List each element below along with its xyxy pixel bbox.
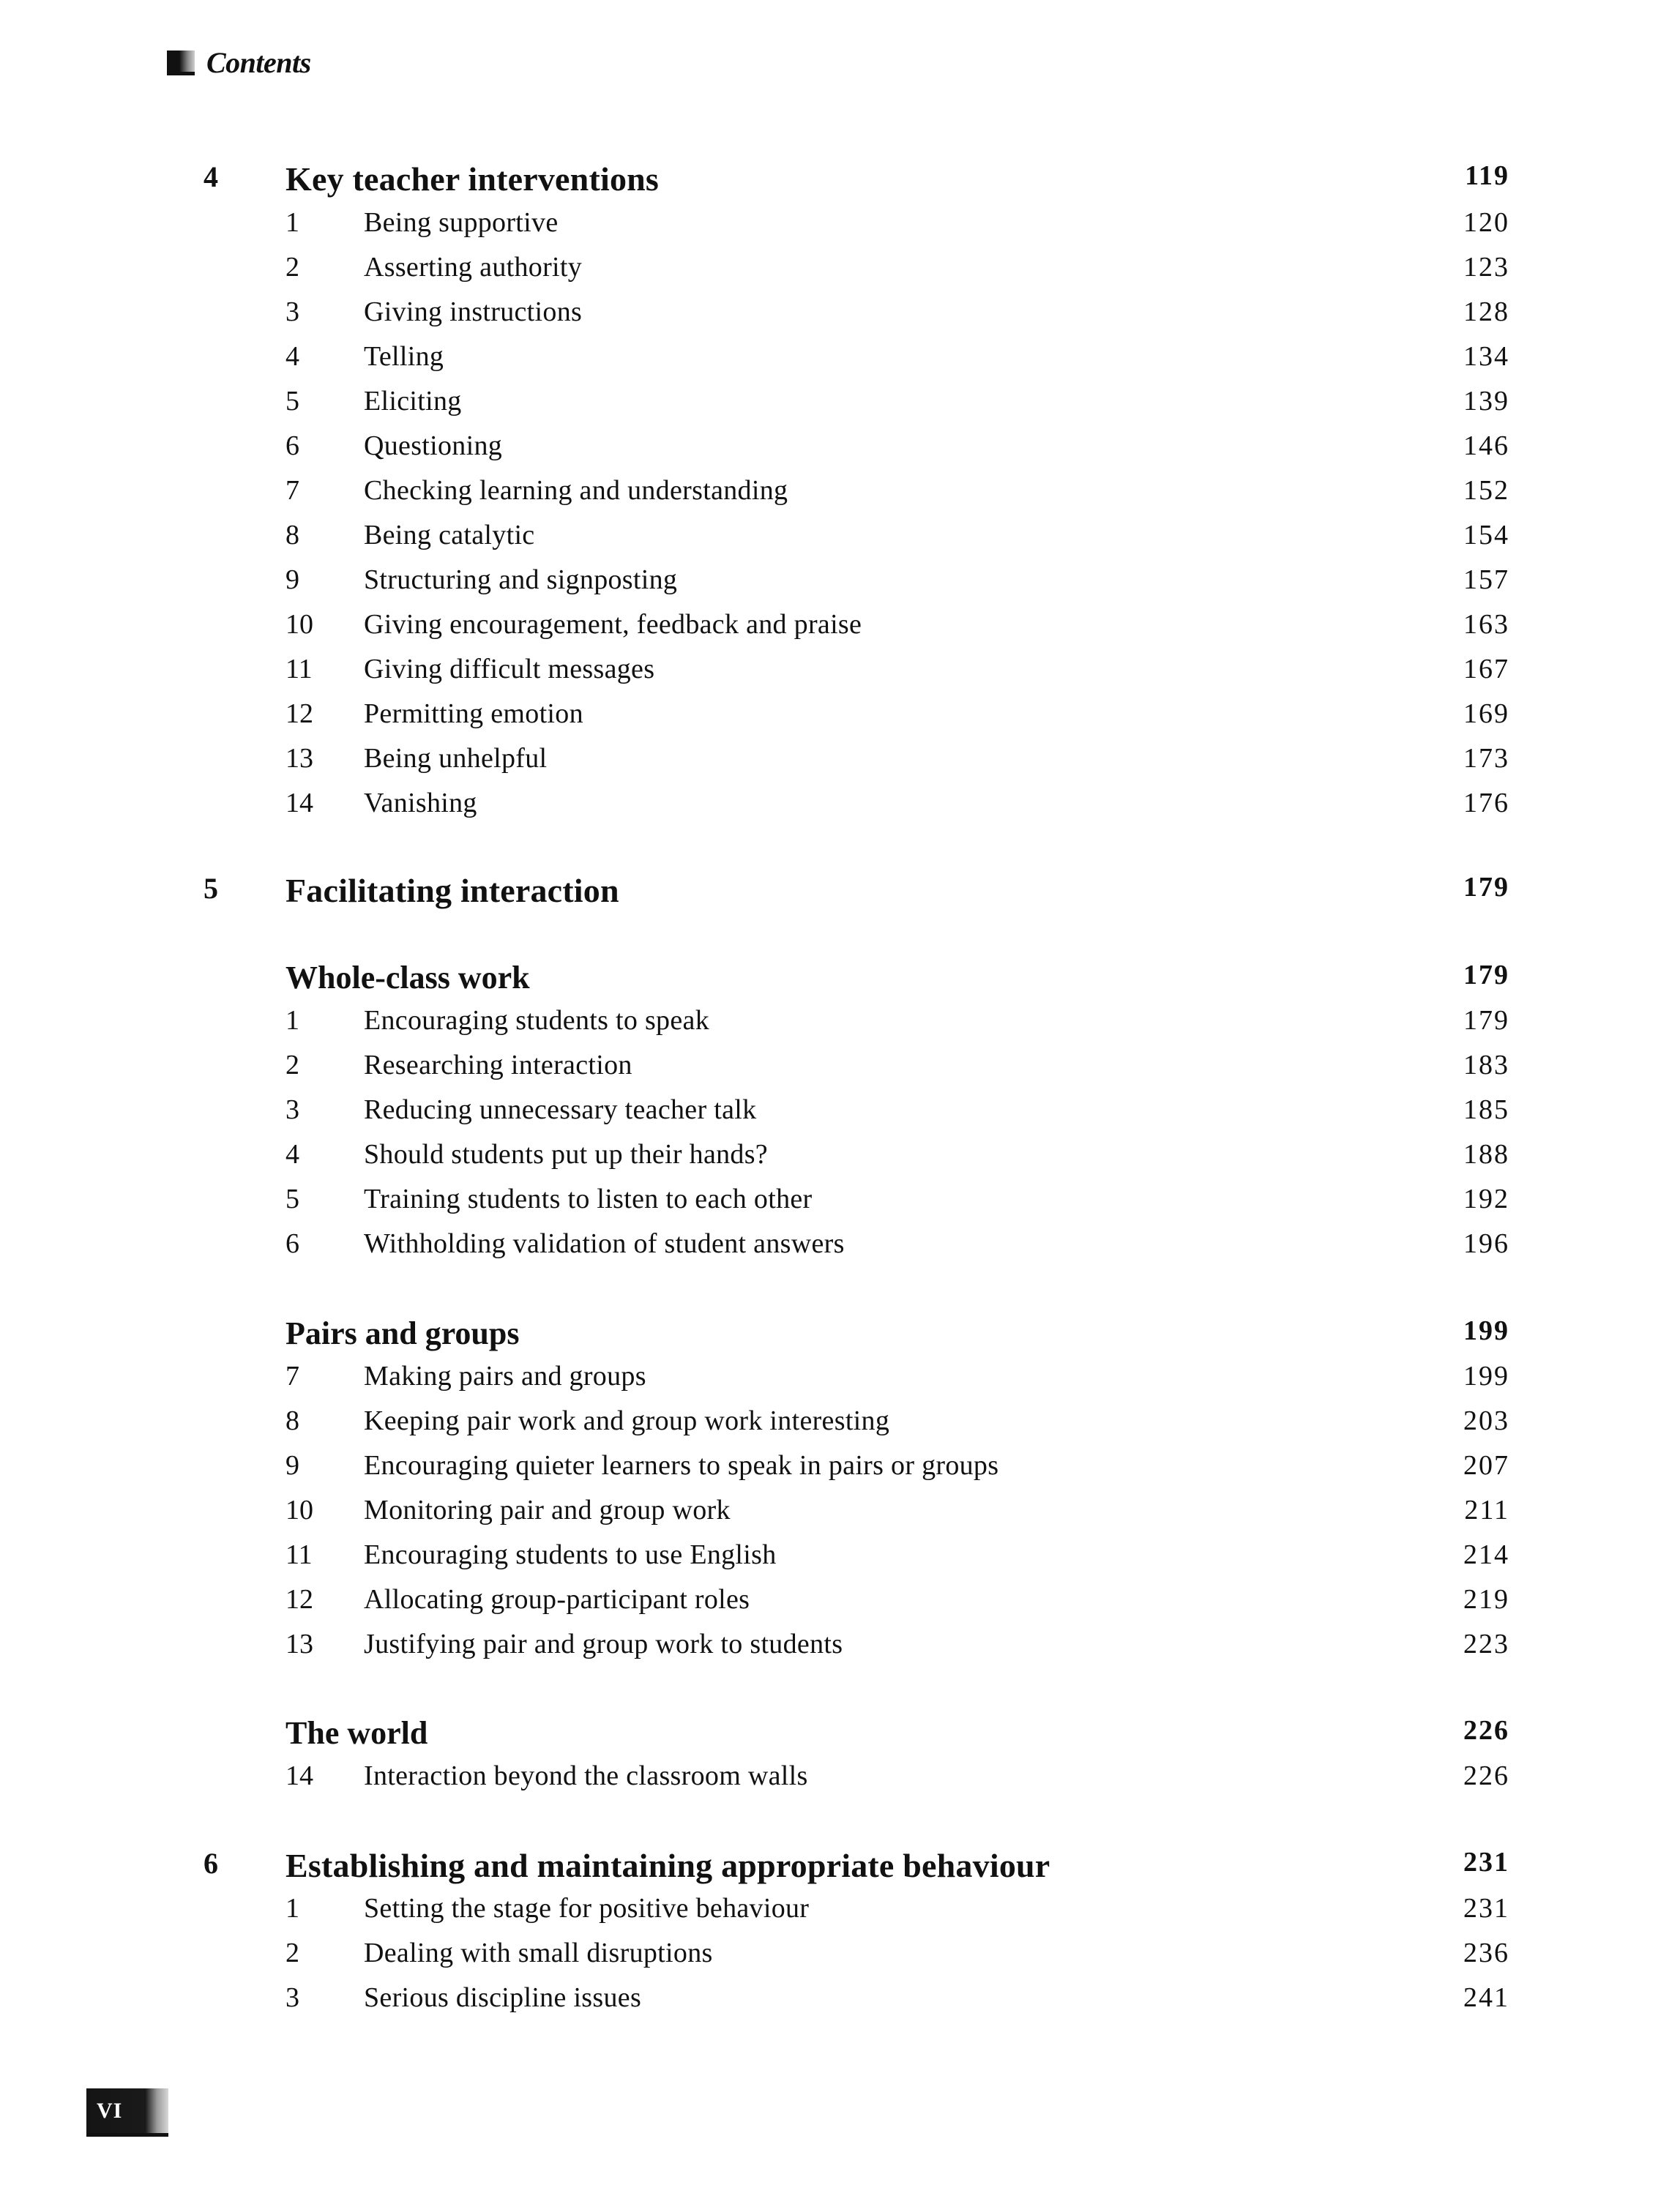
- section-title: Pairs and groups: [285, 1315, 520, 1351]
- item-number: 9: [285, 564, 299, 595]
- page-number: 128: [1463, 296, 1509, 327]
- item-number: 1: [285, 1893, 299, 1924]
- page-number: 139: [1463, 386, 1509, 417]
- item-label: Giving difficult messages: [364, 654, 655, 684]
- item-number: 2: [285, 252, 299, 283]
- page-number: 236: [1463, 1938, 1509, 1968]
- page-number: 231: [1463, 1893, 1509, 1924]
- item-label: Monitoring pair and group work: [364, 1495, 731, 1525]
- item-label: Asserting authority: [364, 252, 583, 283]
- item-label: Vanishing: [364, 788, 477, 818]
- item-number: 11: [285, 654, 313, 684]
- item-number: 3: [285, 296, 299, 327]
- page-number: 169: [1463, 698, 1509, 729]
- item-label: Reducing unnecessary teacher talk: [364, 1094, 757, 1125]
- item-label: Encouraging students to use English: [364, 1539, 777, 1570]
- item-number: 3: [285, 1982, 299, 2013]
- item-number: 7: [285, 475, 299, 506]
- item-label: Eliciting: [364, 386, 462, 417]
- toc-item[interactable]: [0, 698, 1680, 742]
- page-number: 152: [1463, 475, 1509, 506]
- item-label: Giving instructions: [364, 296, 583, 327]
- toc-item[interactable]: [0, 340, 1680, 384]
- item-label: Setting the stage for positive behaviour: [364, 1893, 810, 1924]
- page-number: 231: [1463, 1847, 1509, 1878]
- toc-item[interactable]: [0, 1228, 1680, 1271]
- section-row[interactable]: [0, 1315, 1680, 1359]
- toc-item[interactable]: [0, 1539, 1680, 1583]
- toc-item[interactable]: [0, 251, 1680, 295]
- item-label: Dealing with small disruptions: [364, 1938, 713, 1968]
- toc-item[interactable]: [0, 1449, 1680, 1493]
- item-label: Being catalytic: [364, 520, 535, 550]
- item-label: Serious discipline issues: [364, 1982, 642, 2013]
- toc-item[interactable]: [0, 564, 1680, 608]
- page-number: 185: [1463, 1094, 1509, 1125]
- page-folio-badge: [86, 2088, 168, 2137]
- page-number: 119: [1465, 160, 1509, 191]
- item-label: Justifying pair and group work to students: [364, 1629, 843, 1659]
- toc-item[interactable]: [0, 1628, 1680, 1672]
- book-corner-icon: [167, 51, 195, 75]
- item-number: 2: [285, 1050, 299, 1080]
- page-number: 167: [1463, 654, 1509, 684]
- page-number: 196: [1463, 1228, 1509, 1259]
- item-number: 10: [285, 609, 313, 640]
- chapter-row[interactable]: [0, 1846, 1680, 1890]
- item-label: Keeping pair work and group work interesting: [364, 1405, 890, 1436]
- item-number: 14: [285, 1760, 313, 1791]
- item-label: Withholding validation of student answers: [364, 1228, 845, 1259]
- page-number: 183: [1463, 1050, 1509, 1080]
- item-label: Giving encouragement, feedback and praise: [364, 609, 862, 640]
- page-number: 192: [1463, 1184, 1509, 1214]
- page-number: 179: [1463, 872, 1509, 903]
- page-number: 219: [1463, 1584, 1509, 1615]
- page-number: 199: [1463, 1315, 1509, 1346]
- item-number: 1: [285, 207, 299, 238]
- toc-item[interactable]: [0, 608, 1680, 652]
- folio-number: VI: [97, 2098, 123, 2123]
- item-label: Should students put up their hands?: [364, 1139, 768, 1170]
- toc-item[interactable]: [0, 1138, 1680, 1182]
- section-row[interactable]: [0, 959, 1680, 1003]
- item-number: 12: [285, 698, 313, 729]
- page-number: 241: [1463, 1982, 1509, 2013]
- chapter-row[interactable]: [0, 871, 1680, 915]
- item-number: 8: [285, 520, 299, 550]
- chapter-number: 5: [204, 872, 218, 905]
- item-number: 5: [285, 386, 299, 417]
- page-number: 203: [1463, 1405, 1509, 1436]
- item-label: Allocating group-participant roles: [364, 1584, 750, 1615]
- page-number: 163: [1463, 609, 1509, 640]
- item-label: Training students to listen to each other: [364, 1184, 813, 1214]
- page-number: 214: [1463, 1539, 1509, 1570]
- item-number: 4: [285, 341, 299, 372]
- item-number: 13: [285, 1629, 313, 1659]
- page-number: 179: [1463, 1005, 1509, 1036]
- page-number: 199: [1463, 1361, 1509, 1392]
- toc-item[interactable]: [0, 787, 1680, 831]
- page-number: 154: [1463, 520, 1509, 550]
- page-number: 120: [1463, 207, 1509, 238]
- item-number: 13: [285, 743, 313, 774]
- item-label: Encouraging quieter learners to speak in pairs or groups: [364, 1450, 999, 1481]
- page-number: 123: [1463, 252, 1509, 283]
- chapter-row[interactable]: [0, 160, 1680, 203]
- toc-item[interactable]: [0, 474, 1680, 518]
- item-number: 6: [285, 1228, 299, 1259]
- toc-item[interactable]: [0, 1094, 1680, 1138]
- item-label: Researching interaction: [364, 1050, 632, 1080]
- chapter-title: Establishing and maintaining appropriate behaviour: [285, 1847, 1050, 1884]
- toc-item[interactable]: [0, 296, 1680, 340]
- page-number: 211: [1464, 1495, 1509, 1525]
- page-number: 134: [1463, 341, 1509, 372]
- item-label: Permitting emotion: [364, 698, 583, 729]
- item-label: Interaction beyond the classroom walls: [364, 1760, 808, 1791]
- toc-item[interactable]: [0, 1360, 1680, 1404]
- section-title: Whole-class work: [285, 960, 530, 996]
- toc-item[interactable]: [0, 519, 1680, 563]
- item-number: 11: [285, 1539, 313, 1570]
- toc-item[interactable]: [0, 430, 1680, 474]
- item-label: Telling: [364, 341, 444, 372]
- chapter-title: Facilitating interaction: [285, 872, 619, 909]
- page-number: 188: [1463, 1139, 1509, 1170]
- page-number: 146: [1463, 430, 1509, 461]
- running-header-title: Contents: [206, 46, 311, 79]
- section-row[interactable]: [0, 1714, 1680, 1758]
- page-number: 157: [1463, 564, 1509, 595]
- item-number: 12: [285, 1584, 313, 1615]
- toc-item[interactable]: [0, 1760, 1680, 1804]
- chapter-title: Key teacher interventions: [285, 160, 660, 198]
- toc-item[interactable]: [0, 1004, 1680, 1048]
- item-number: 9: [285, 1450, 299, 1481]
- toc-item[interactable]: [0, 1937, 1680, 1981]
- item-label: Being supportive: [364, 207, 559, 238]
- toc-item[interactable]: [0, 206, 1680, 250]
- toc-item[interactable]: [0, 653, 1680, 697]
- item-label: Checking learning and understanding: [364, 475, 788, 506]
- page-number: 226: [1463, 1760, 1509, 1791]
- item-label: Structuring and signposting: [364, 564, 678, 595]
- running-header: [167, 45, 311, 80]
- item-label: Encouraging students to speak: [364, 1005, 709, 1036]
- page-number: 179: [1463, 960, 1509, 990]
- item-label: Questioning: [364, 430, 503, 461]
- toc-item[interactable]: [0, 1583, 1680, 1627]
- item-number: 6: [285, 430, 299, 461]
- item-number: 4: [285, 1139, 299, 1170]
- item-number: 7: [285, 1361, 299, 1392]
- page-number: 173: [1463, 743, 1509, 774]
- toc-item[interactable]: [0, 385, 1680, 429]
- page-number: 223: [1463, 1629, 1509, 1659]
- toc-item[interactable]: [0, 1982, 1680, 2025]
- chapter-number: 6: [204, 1847, 218, 1880]
- page-number: 207: [1463, 1450, 1509, 1481]
- section-title: The world: [285, 1715, 428, 1751]
- toc-item[interactable]: [0, 1183, 1680, 1227]
- page-number: 176: [1463, 788, 1509, 818]
- item-number: 5: [285, 1184, 299, 1214]
- item-label: Making pairs and groups: [364, 1361, 646, 1392]
- item-number: 1: [285, 1005, 299, 1036]
- item-number: 14: [285, 788, 313, 818]
- item-number: 3: [285, 1094, 299, 1125]
- toc-item[interactable]: [0, 742, 1680, 786]
- page-number: 226: [1463, 1715, 1509, 1746]
- item-number: 2: [285, 1938, 299, 1968]
- item-number: 10: [285, 1495, 313, 1525]
- toc-item[interactable]: [0, 1405, 1680, 1449]
- chapter-number: 4: [204, 160, 218, 193]
- toc-item[interactable]: [0, 1049, 1680, 1093]
- item-label: Being unhelpful: [364, 743, 548, 774]
- toc-item[interactable]: [0, 1494, 1680, 1538]
- item-number: 8: [285, 1405, 299, 1436]
- toc-item[interactable]: [0, 1892, 1680, 1936]
